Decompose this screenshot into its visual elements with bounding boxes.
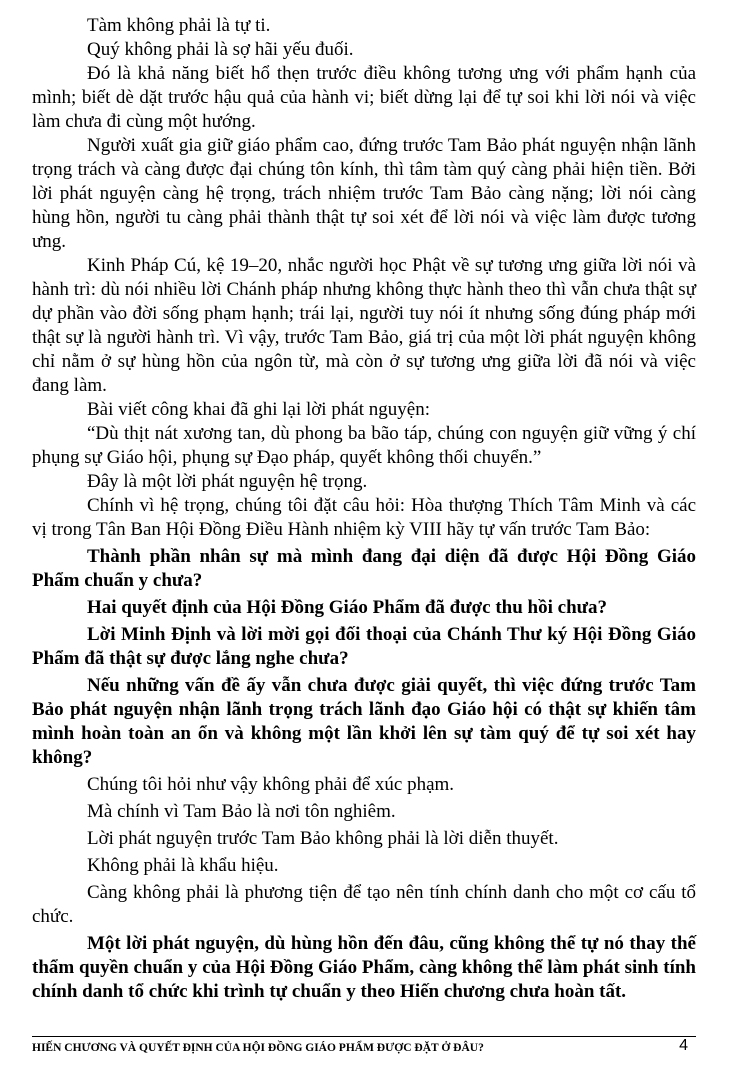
paragraph: Đây là một lời phát nguyện hệ trọng. — [87, 471, 368, 492]
paragraph: Bài viết công khai đã ghi lại lời phát nguyện: — [87, 399, 431, 420]
paragraph: Chúng tôi hỏi như vậy không phải để xúc phạm. — [87, 774, 455, 795]
paragraph: Quý không phải là sợ hãi yếu đuối. — [87, 39, 354, 60]
paragraph: Người xuất gia giữ giáo phẩm cao, đứng trước Tam Bảo phát nguyện nhận lãnh trọng trách và càng được đại chúng tôn kính, thì tâm tàm quý càng phải hiện tiền. Bởi lời phát nguyện càng hệ trọng, trách nhiệm trước Tam Bảo càng nặng; lời nói càng hùng hồn, người tu càng phải thành thật tự soi xét để lời nói và việc làm được tương ưng. — [32, 135, 696, 252]
paragraph: Không phải là khẩu hiệu. — [87, 855, 279, 876]
paragraph: Lời phát nguyện trước Tam Bảo không phải là lời diễn thuyết. — [87, 828, 559, 849]
document-page — [32, 0, 696, 1080]
paragraph: Chính vì hệ trọng, chúng tôi đặt câu hỏi: Hòa thượng Thích Tâm Minh và các vị trong Tân Ban Hội Đồng Điều Hành nhiệm kỳ VIII hãy tự vấn trước Tam Bảo: — [32, 495, 696, 540]
paragraph: Kinh Pháp Cú, kệ 19–20, nhắc người học Phật về sự tương ưng giữa lời nói và hành trì: dù nói nhiều lời Chánh pháp nhưng không thực hành theo thì vẫn chưa thật sự dự phần vào đời sống phạm hạnh; trái lại, người tuy nói ít nhưng sống đúng pháp mới thật sự là người hành trì. Vì vậy, trước Tam Bảo, giá trị của một lời phát nguyện không chỉ nằm ở sự hùng hồn của ngôn từ, mà còn ở sự tương ưng giữa lời đã nói và việc đang làm. — [32, 255, 696, 396]
paragraph: Mà chính vì Tam Bảo là nơi tôn nghiêm. — [87, 801, 396, 822]
bold-conclusion: Một lời phát nguyện, dù hùng hồn đến đâu, cũng không thể tự nó thay thế thẩm quyền chuẩn y của Hội Đồng Giáo Phẩm, càng không thể làm phát sinh tính chính danh tổ chức khi trình tự chuẩn y theo Hiến chương chưa hoàn tất. — [32, 933, 696, 1002]
paragraph: Tàm không phải là tự ti. — [87, 15, 271, 36]
bold-question: Lời Minh Định và lời mời gọi đối thoại của Chánh Thư ký Hội Đồng Giáo Phẩm đã thật sự được lắng nghe chưa? — [32, 624, 696, 669]
bold-question: Hai quyết định của Hội Đồng Giáo Phẩm đã được thu hồi chưa? — [87, 597, 608, 618]
quote-paragraph: “Dù thịt nát xương tan, dù phong ba bão táp, chúng con nguyện giữ vững ý chí phụng sự Giáo hội, phụng sự Đạo pháp, quyết không thối chuyển.” — [32, 423, 696, 468]
footer-divider — [32, 1036, 696, 1037]
page-number: 4 — [679, 1037, 688, 1054]
bold-question: Nếu những vấn đề ấy vẫn chưa được giải quyết, thì việc đứng trước Tam Bảo phát nguyện nhận lãnh trọng trách lãnh đạo Giáo hội có thật sự khiến tâm mình hoàn toàn an ổn và không một lần khởi lên sự tàm quý để tự soi xét hay không? — [32, 675, 696, 768]
paragraph: Càng không phải là phương tiện để tạo nên tính chính danh cho một cơ cấu tổ chức. — [32, 882, 696, 927]
footer-title: HIẾN CHƯƠNG VÀ QUYẾT ĐỊNH CỦA HỘI ĐỒNG GIÁO PHẨM ĐƯỢC ĐẶT Ở ĐÂU? — [32, 1042, 484, 1054]
body-text — [32, 14, 696, 1004]
bold-question: Thành phần nhân sự mà mình đang đại diện đã được Hội Đồng Giáo Phẩm chuẩn y chưa? — [32, 546, 696, 591]
paragraph: Đó là khả năng biết hổ thẹn trước điều không tương ưng với phẩm hạnh của mình; biết dè dặt trước hậu quả của hành vi; biết dừng lại để tự soi khi lời nói và việc làm chưa đi cùng một hướng. — [32, 63, 696, 132]
